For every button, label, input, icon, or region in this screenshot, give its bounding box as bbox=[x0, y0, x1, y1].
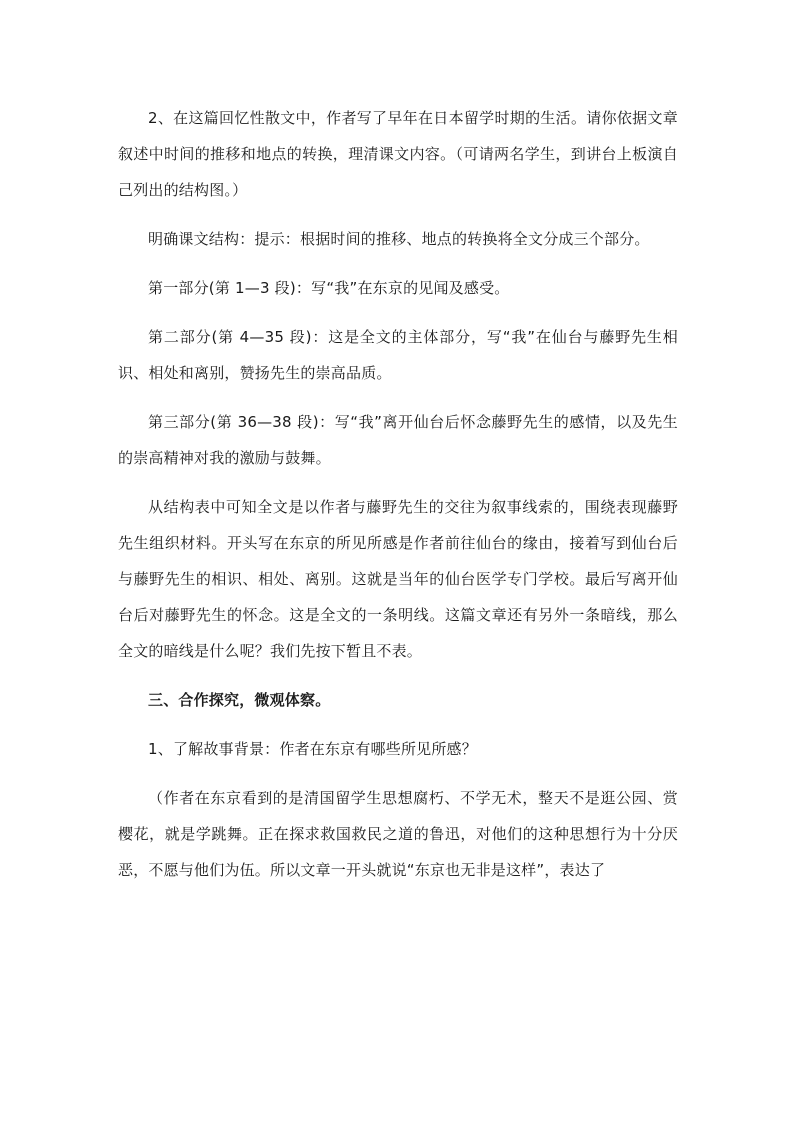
paragraph-part-one: 第一部分(第 1—3 段)：写“我”在东京的见闻及感受。 bbox=[148, 279, 510, 297]
paragraph-part-three: 第三部分(第 36—38 段)：写“我”离开仙台后怀念藤野先生的感情，以及先生的崇高精神对我的激励与鼓舞。 bbox=[118, 413, 678, 467]
document-body bbox=[118, 100, 678, 888]
section-heading: 三、合作探究，微观体察。 bbox=[148, 691, 331, 709]
paragraph-question-2: 2、在这篇回忆性散文中，作者写了早年在日本留学时期的生活。请你依据文章叙述中时间的推移和地点的转换，理清课文内容。（可请两名学生，到讲台上板演自己列出的结构图。） bbox=[118, 109, 678, 199]
paragraph-structure-summary: 从结构表中可知全文是以作者与藤野先生的交往为叙事线索的，围绕表现藤野先生组织材料。开头写在东京的所见所感是作者前往仙台的缘由，接着写到仙台后与藤野先生的相识、相处、离别。这就是当年的仙台医学专门学校。最后写离开仙台后对藤野先生的怀念。这是全文的一条明线。这篇文章还有另外一条暗线，那么全文的暗线是什么呢？我们先按下暂且不表。 bbox=[118, 498, 678, 660]
paragraph-part-two: 第二部分(第 4—35 段)：这是全文的主体部分，写“我”在仙台与藤野先生相识、相处和离别，赞扬先生的崇高品质。 bbox=[118, 328, 678, 382]
paragraph-question-1: 1、了解故事背景：作者在东京有哪些所见所感？ bbox=[148, 740, 477, 758]
paragraph-structure-hint: 明确课文结构：提示：根据时间的推移、地点的转换将全文分成三个部分。 bbox=[148, 230, 650, 248]
paragraph-background-answer: （作者在东京看到的是清国留学生思想腐朽、不学无术，整天不是逛公园、赏樱花，就是学跳舞。正在探求救国救民之道的鲁迅，对他们的这种思想行为十分厌恶，不愿与他们为伍。所以文章一开头就说“东京也无非是这样”，表达了 bbox=[118, 789, 678, 879]
